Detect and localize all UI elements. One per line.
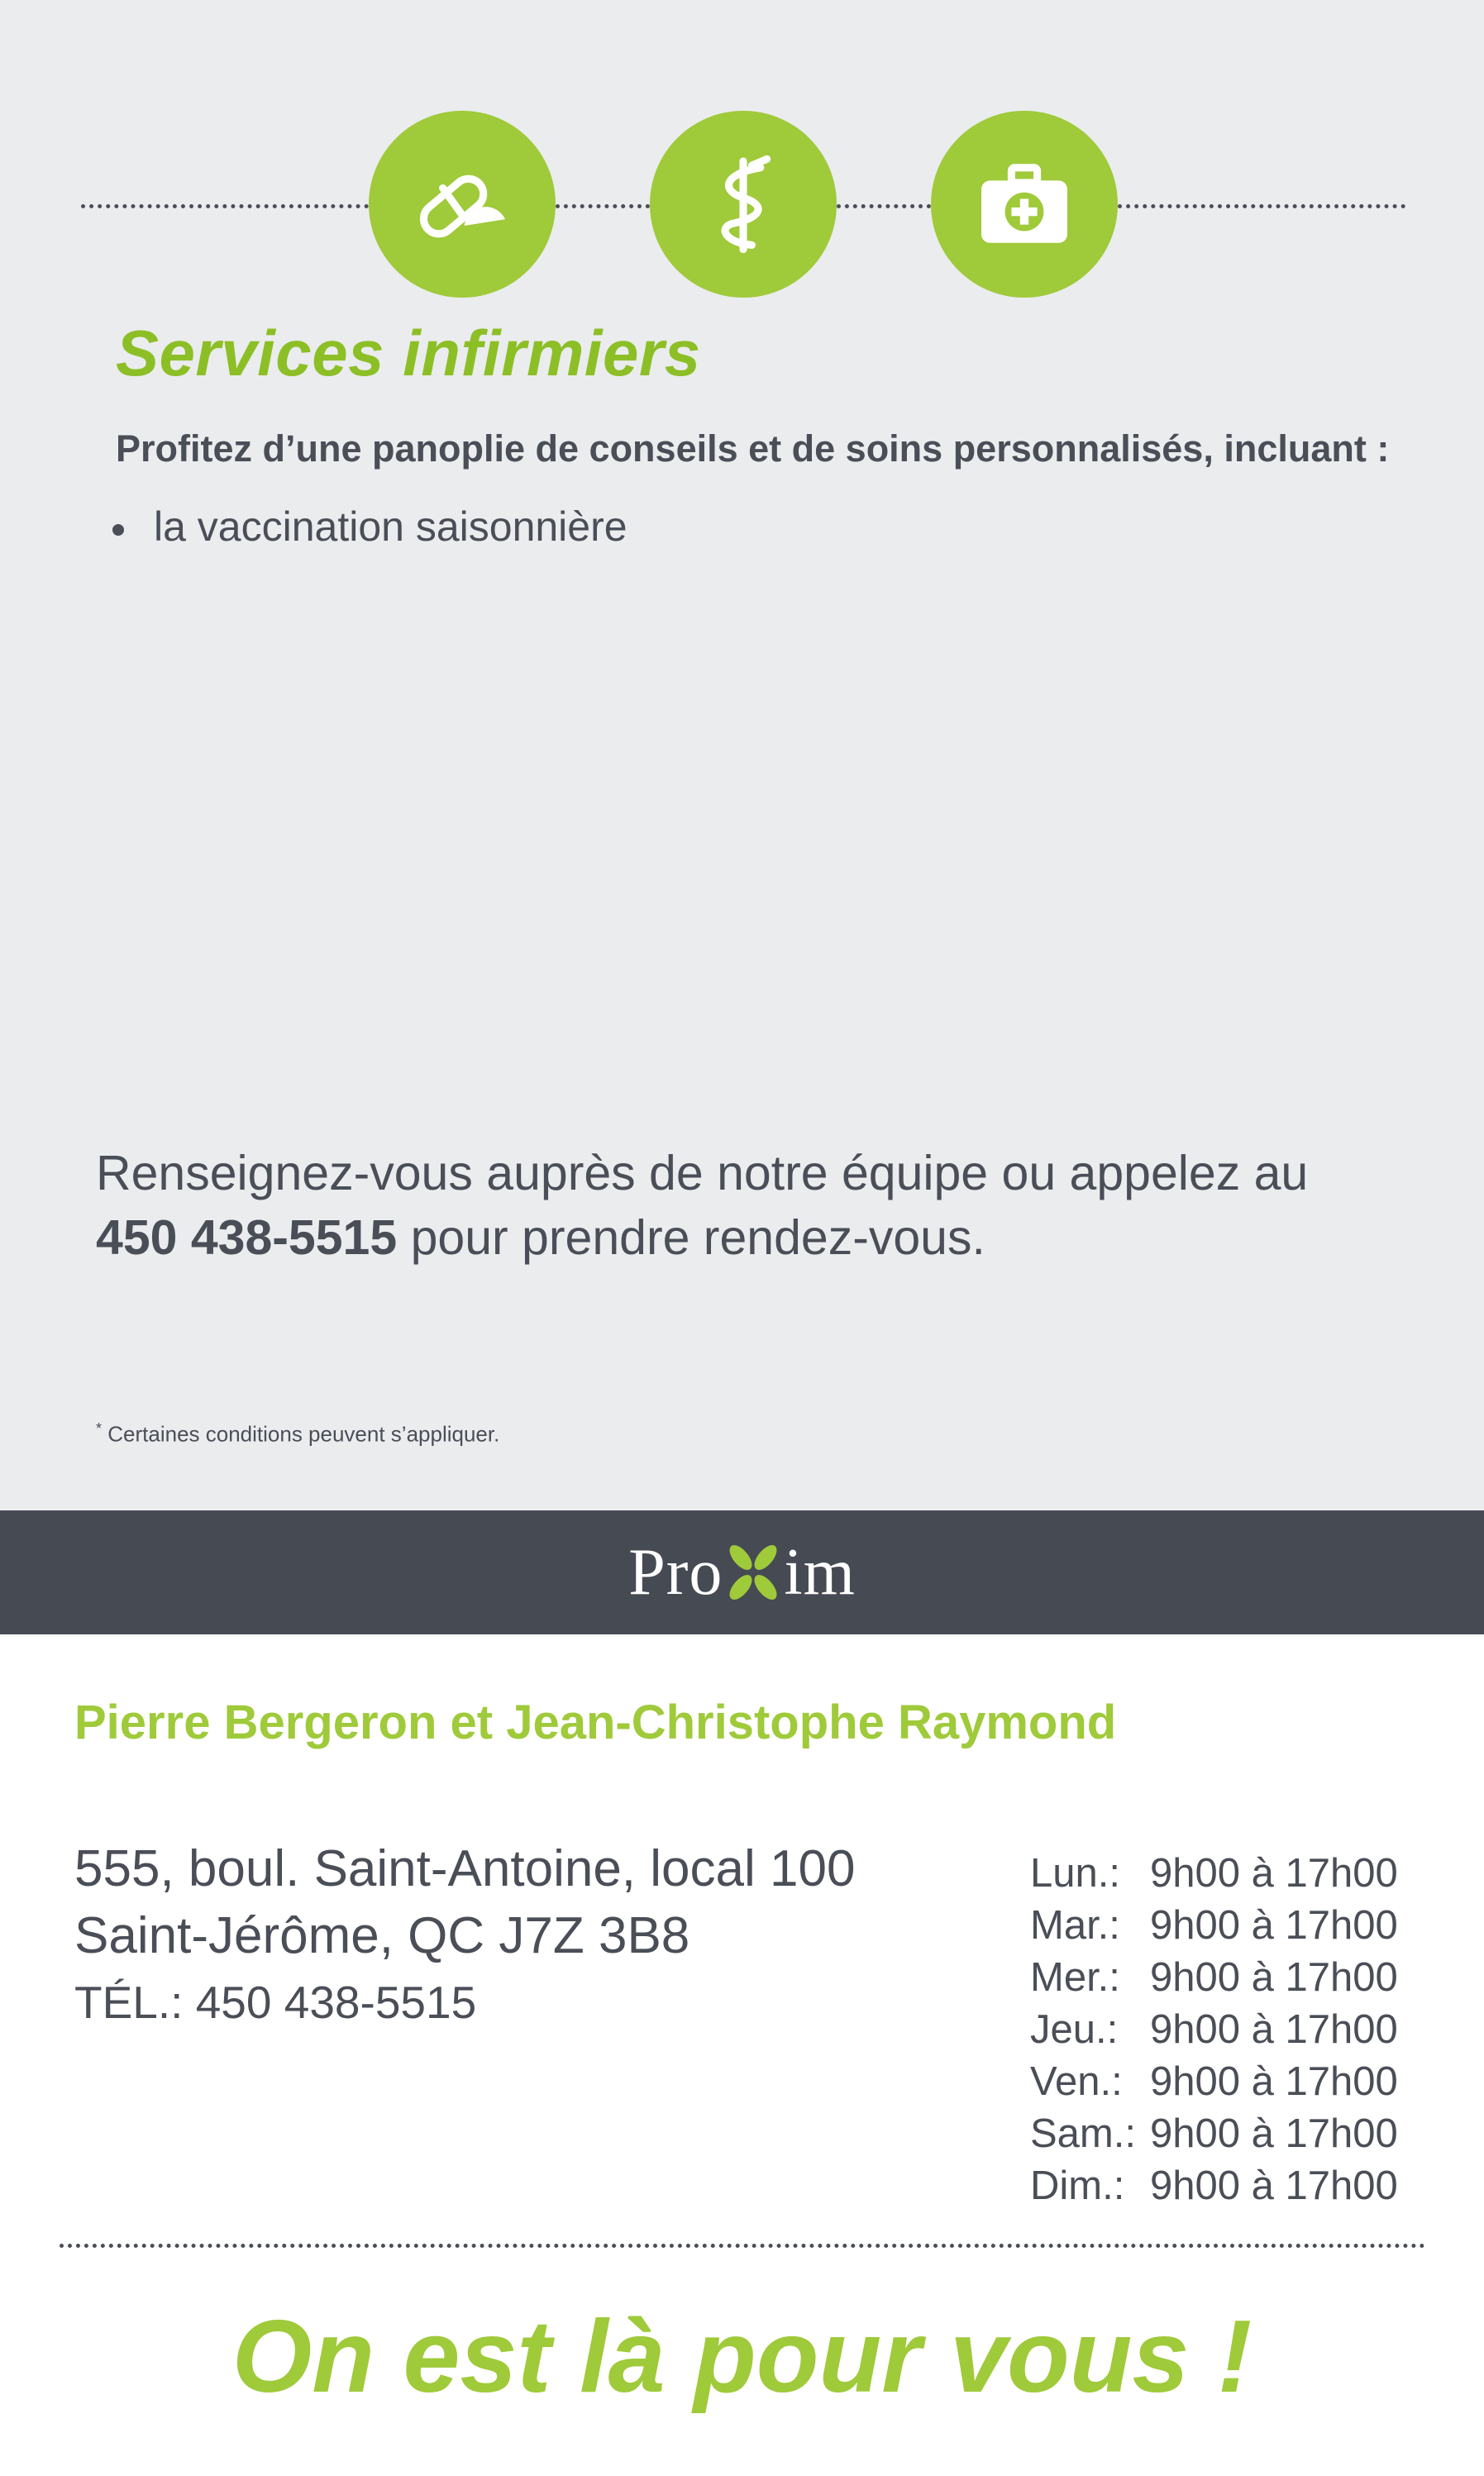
- telephone[interactable]: TÉL.: 450 438-5515: [74, 1977, 477, 2028]
- hours-time: 9h00 à 17h00: [1150, 2163, 1398, 2208]
- hours-row: [1030, 1847, 1398, 1899]
- top-dotted-divider: [556, 204, 650, 208]
- hours-day: Dim.:: [1030, 2163, 1125, 2208]
- proxim-logo: [628, 1535, 856, 1610]
- hours-day: Jeu.:: [1030, 2006, 1119, 2052]
- hours-time: 9h00 à 17h00: [1150, 1954, 1398, 2000]
- callout-phone[interactable]: 450 438-5515: [96, 1210, 398, 1265]
- section-title: Services infirmiers: [116, 317, 701, 389]
- hours-day: Lun.:: [1030, 1850, 1120, 1896]
- top-dotted-divider: [1118, 204, 1405, 208]
- callout-text-end: pour prendre rendez-vous.: [410, 1210, 985, 1265]
- bullet-icon: [112, 524, 124, 536]
- hours-row: [1030, 1899, 1398, 1951]
- footnote-text: Certaines conditions peuvent s’appliquer.: [107, 1421, 500, 1447]
- hours-row: [1030, 2003, 1398, 2055]
- appointment-callout: [96, 1141, 1419, 1270]
- section-intro: Profitez d’une panoplie de conseils et de soins personnalisés, incluant :: [116, 427, 1390, 470]
- hours-row: [1030, 1951, 1398, 2003]
- hours-row: [1030, 2159, 1398, 2211]
- hours-time: 9h00 à 17h00: [1150, 1850, 1398, 1896]
- hours-day: Mer.:: [1030, 1954, 1120, 2000]
- hours-day: Ven.:: [1030, 2059, 1123, 2104]
- footnote: [96, 1420, 499, 1448]
- hours-row: [1030, 2055, 1398, 2107]
- hours-time: 9h00 à 17h00: [1150, 2006, 1398, 2052]
- logo-leaf-icon: [724, 1539, 782, 1605]
- bottom-dotted-divider: [60, 2244, 1425, 2248]
- logo-text-end: im: [784, 1535, 856, 1609]
- pill-icon: [369, 111, 556, 298]
- hours-time: 9h00 à 17h00: [1150, 2059, 1398, 2104]
- pharmacist-names: Pierre Bergeron et Jean-Christophe Raymond: [74, 1696, 1117, 1749]
- hours-time: 9h00 à 17h00: [1150, 2111, 1398, 2156]
- address-block: [74, 1835, 855, 2036]
- brand-bar: [0, 1510, 1484, 1634]
- opening-hours: [1030, 1847, 1398, 2211]
- city-line: Saint-Jérôme, QC J7Z 3B8: [74, 1907, 690, 1964]
- footnote-mark: *: [96, 1420, 103, 1437]
- slogan: On est là pour vous !: [231, 2300, 1253, 2414]
- top-dotted-divider: [81, 204, 369, 208]
- hours-day: Mar.:: [1030, 1902, 1120, 1948]
- logo-text-start: Pro: [628, 1535, 723, 1609]
- hours-row: [1030, 2107, 1398, 2159]
- address-line: 555, boul. Saint-Antoine, local 100: [74, 1840, 856, 1897]
- callout-text: Renseignez-vous auprès de notre équipe ou appelez au: [96, 1146, 1309, 1200]
- first-aid-kit-icon: [931, 111, 1118, 298]
- hours-day: Sam.:: [1030, 2111, 1136, 2156]
- top-dotted-divider: [837, 204, 931, 208]
- list-item-label: la vaccination saisonnière: [154, 503, 627, 550]
- services-list: [112, 503, 627, 551]
- hours-time: 9h00 à 17h00: [1150, 1902, 1398, 1948]
- caduceus-icon: [650, 111, 837, 298]
- list-item: [112, 503, 627, 551]
